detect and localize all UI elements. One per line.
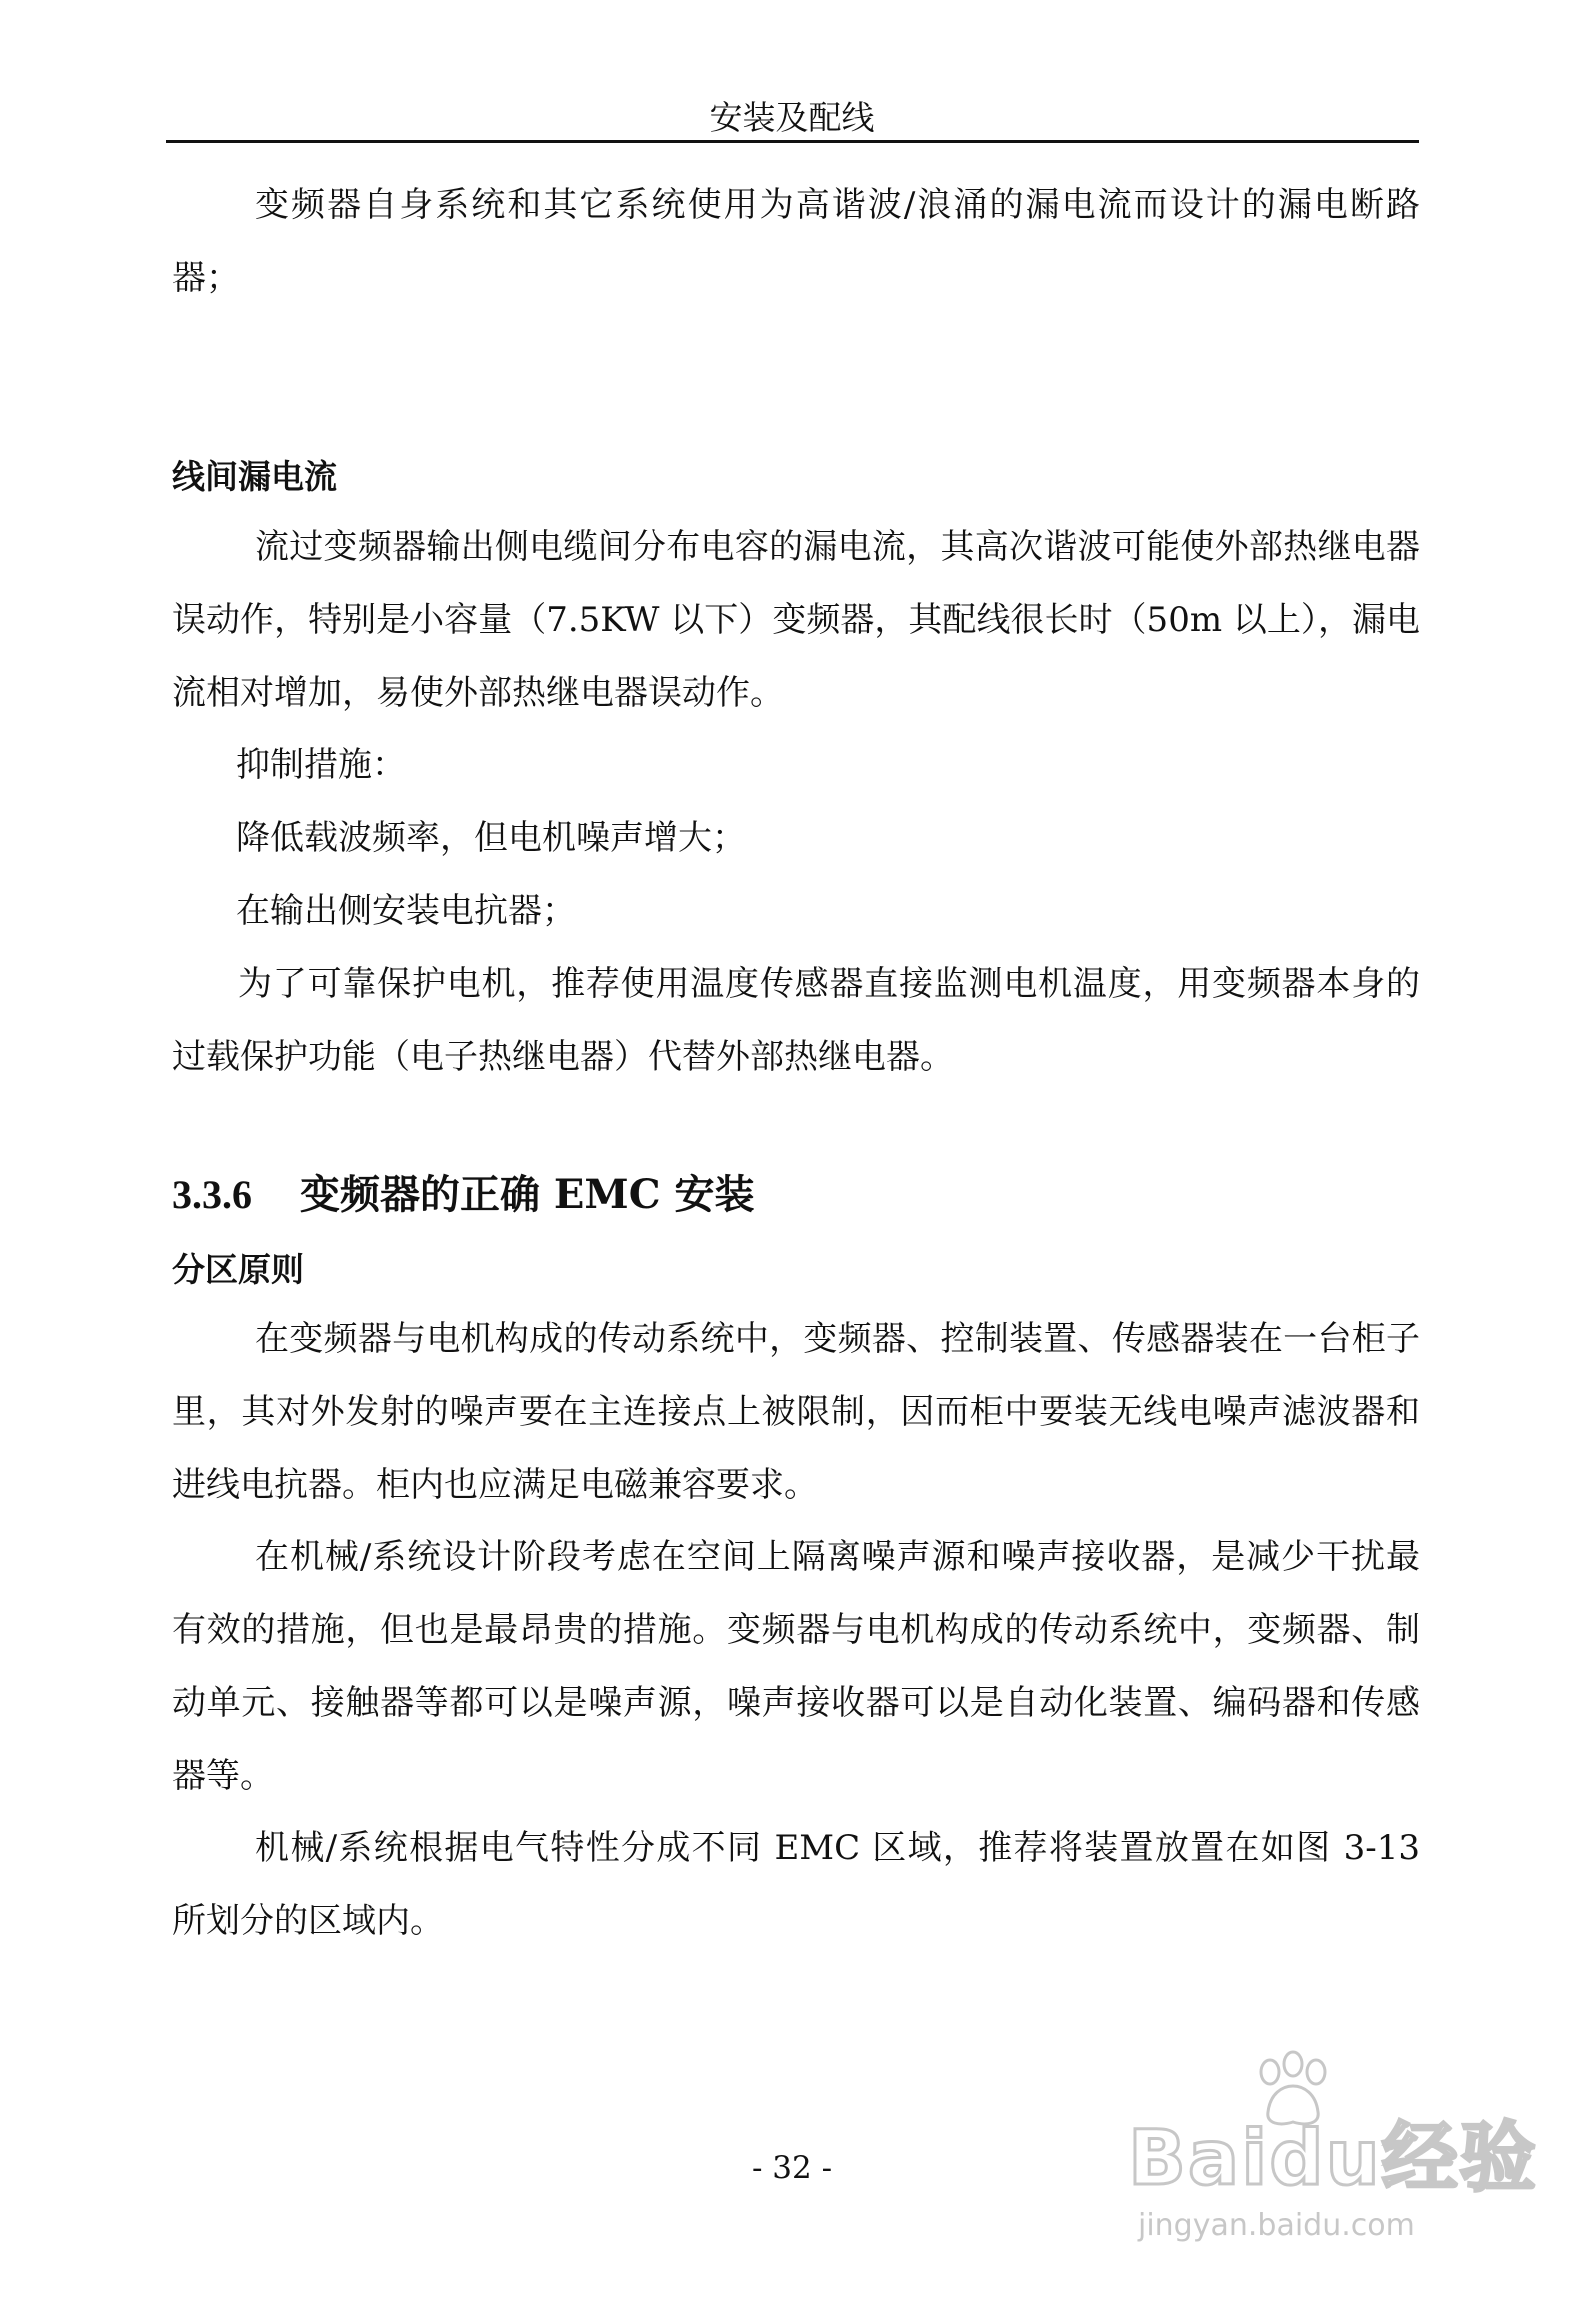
- watermark-url: jingyan.baidu.com: [1138, 2208, 1415, 2243]
- intro-paragraph: 变频器自身系统和其它系统使用为高谐波/浪涌的漏电流而设计的漏电断路器；: [172, 185, 1420, 298]
- baidu-jingyan-watermark: [1118, 2050, 1538, 2265]
- zoning-paragraph-1: 在变频器与电机构成的传动系统中，变频器、控制装置、传感器装在一台柜子里，其对外发射的噪声要在主连接点上被限制，因而柜中要装无线电噪声滤波器和进线电抗器。柜内也应满足电磁兼容要求。: [172, 1319, 1420, 1505]
- zoning-heading: 分区原则: [172, 1250, 304, 1289]
- zoning-paragraph-2: 在机械/系统设计阶段考虑在空间上隔离噪声源和噪声接收器，是减少干扰最有效的措施，但也是最昂贵的措施。变频器与电机构成的传动系统中，变频器、制动单元、接触器等都可以是噪声源，噪声接收器可以是自动化装置、编码器和传感器等。: [172, 1537, 1420, 1796]
- measure-item-2: 在输出侧安装电抗器；: [236, 891, 576, 931]
- section-heading-emc: [172, 1165, 754, 1225]
- watermark-logo: Baidu经验: [1128, 2113, 1538, 2202]
- running-header: 安装及配线: [709, 98, 875, 137]
- page-number: - 32 -: [751, 2150, 833, 2186]
- section-title: 变频器的正确 EMC 安装: [300, 1171, 755, 1218]
- measure-item-1: 降低载波频率，但电机噪声增大；: [236, 818, 746, 858]
- header-rule: [166, 140, 1419, 143]
- measures-label: 抑制措施：: [236, 745, 406, 785]
- leakage-heading: 线间漏电流: [172, 457, 337, 496]
- section-number: 3.3.6: [172, 1172, 252, 1217]
- measure-item-3: 为了可靠保护电机，推荐使用温度传感器直接监测电机温度，用变频器本身的过载保护功能（电子热继电器）代替外部热继电器。: [172, 964, 1420, 1077]
- leakage-paragraph: 流过变频器输出侧电缆间分布电容的漏电流，其高次谐波可能使外部热继电器误动作，特别是小容量（7.5KW 以下）变频器，其配线很长时（50m 以上），漏电流相对增加，易使外部热继电器误动作。: [172, 527, 1420, 713]
- zoning-paragraph-3: 机械/系统根据电气特性分成不同 EMC 区域，推荐将装置放置在如图 3-13 所划分的区域内。: [172, 1828, 1420, 1941]
